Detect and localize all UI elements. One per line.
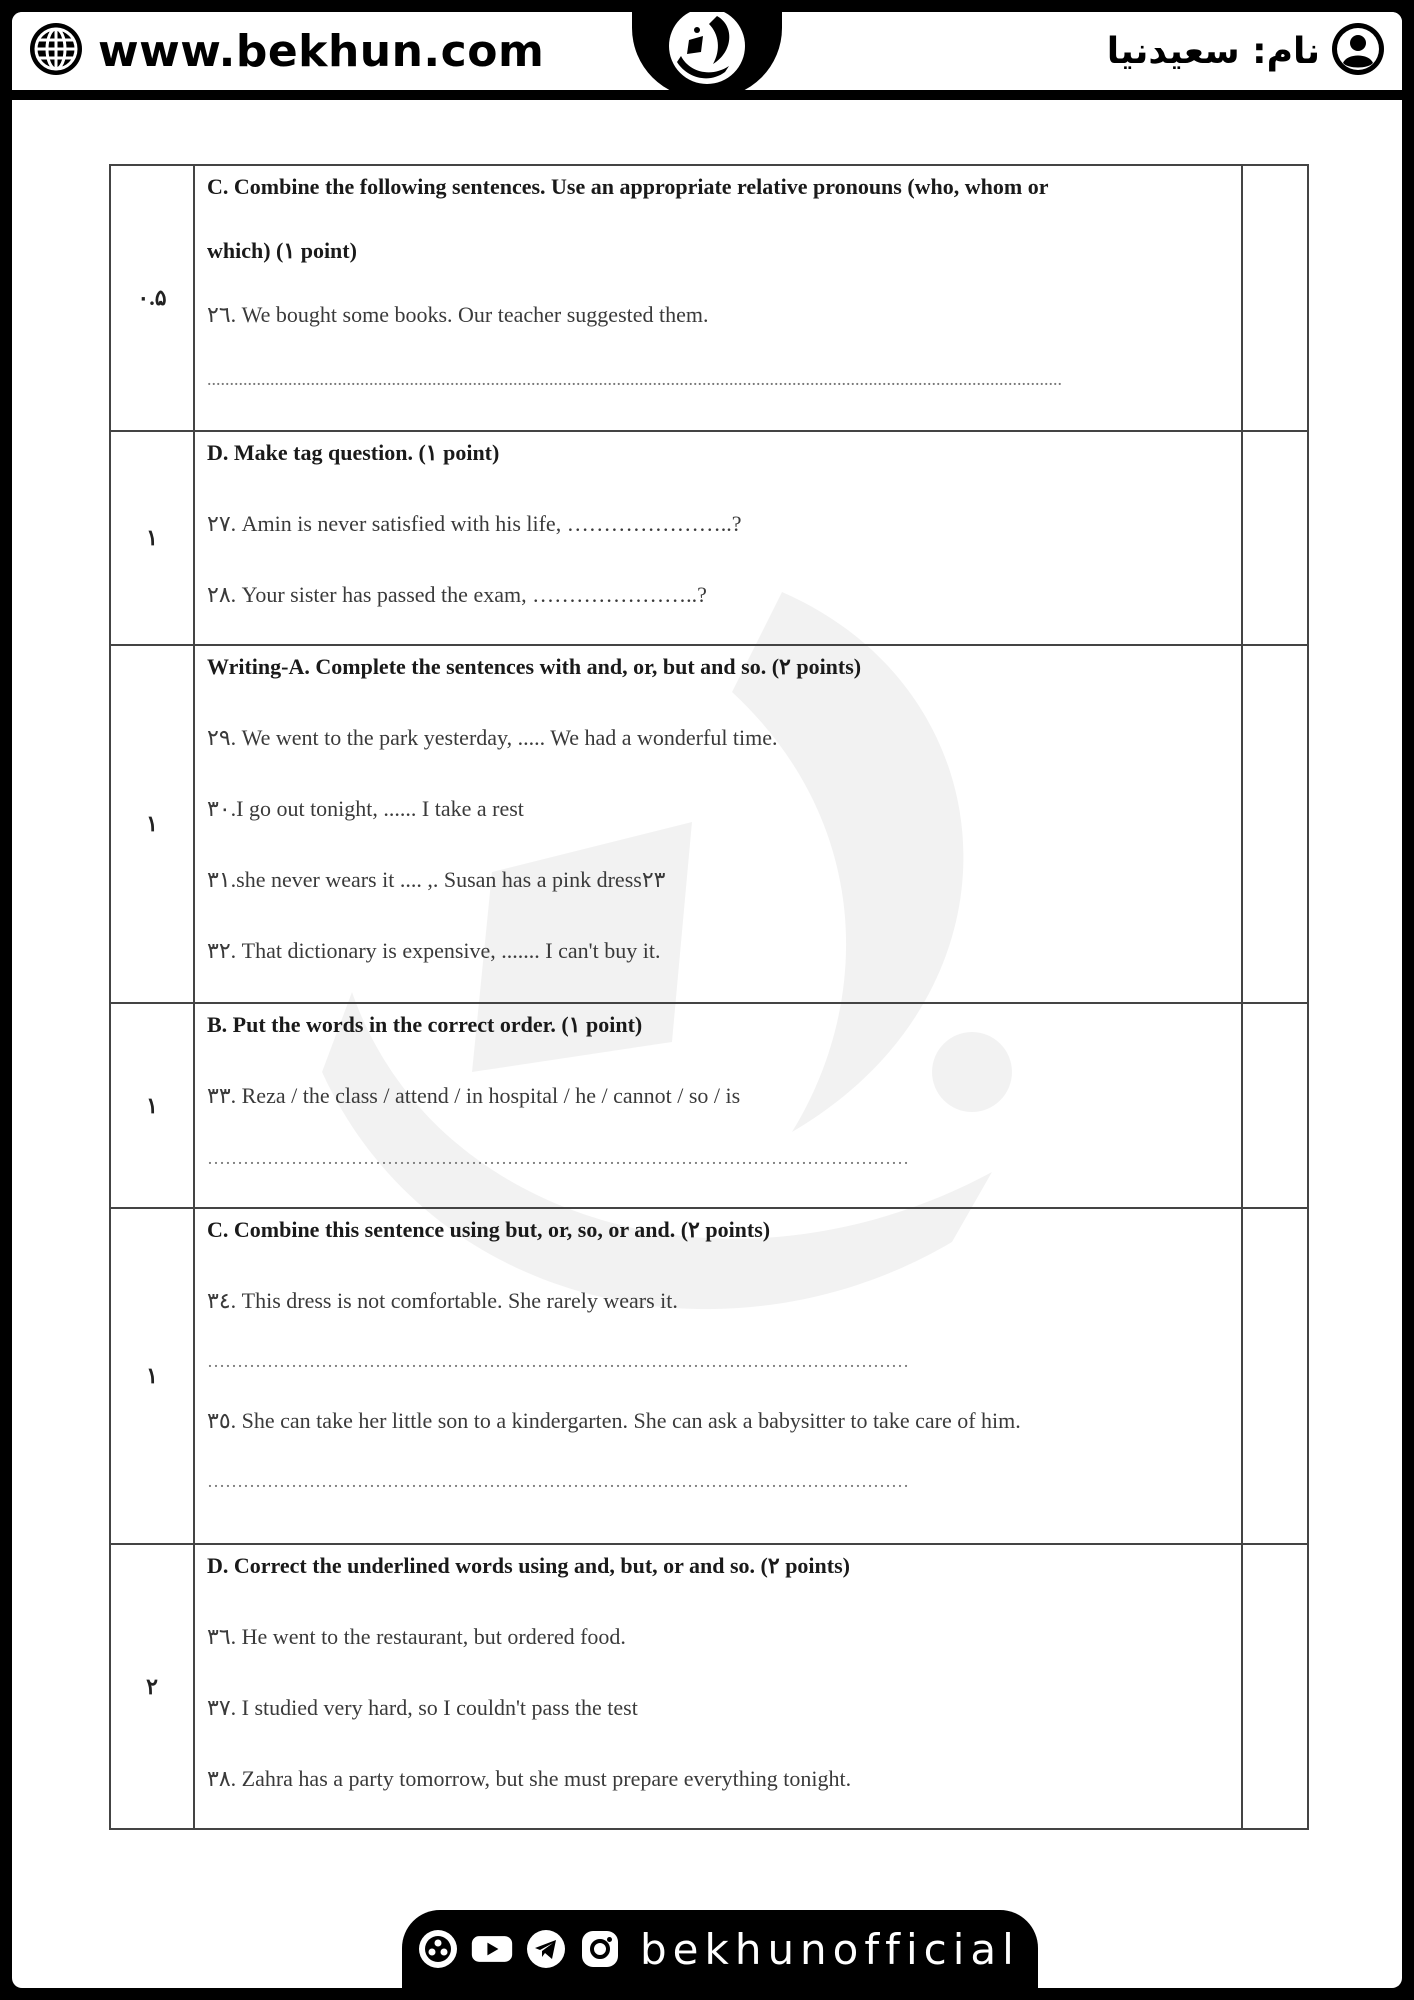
- answer-line[interactable]: ………………………………………………………………………………………………………: [207, 1471, 909, 1491]
- question-cell: [194, 165, 1242, 431]
- answer-line[interactable]: ………………………………………………………………………………………………………: [207, 1148, 909, 1168]
- section-heading: C. Combine this sentence using but, or, so, or and. (۲ points): [207, 1217, 771, 1242]
- blank-cell: [1242, 645, 1308, 1003]
- page-header: [12, 12, 1402, 100]
- question-item: ۲۸. Your sister has passed the exam, …………………..?: [207, 582, 707, 607]
- site-url[interactable]: www.bekhun.com: [98, 25, 545, 77]
- table-row: [110, 431, 1308, 645]
- blank-cell: [1242, 1544, 1308, 1829]
- section-heading-cont: which) (۱ point): [207, 238, 357, 263]
- question-item: ۳۷. I studied very hard, so I couldn't pass the test: [207, 1695, 638, 1720]
- score-cell: ۱: [110, 431, 194, 645]
- section-heading: D. Correct the underlined words using and, but, or and so. (۲ points): [207, 1553, 850, 1578]
- blank-cell: [1242, 165, 1308, 431]
- score-cell: ۰.۵: [110, 165, 194, 431]
- question-item: ۳٤. This dress is not comfortable. She rarely wears it.: [207, 1288, 678, 1313]
- youtube-icon[interactable]: [470, 1927, 514, 1971]
- bale-icon[interactable]: [416, 1927, 460, 1971]
- question-item: ۳٥. She can take her little son to a kindergarten. She can ask a babysitter to take care of him.: [207, 1408, 1021, 1433]
- exam-sheet: [109, 164, 1309, 1830]
- exam-table: [109, 164, 1309, 1830]
- question-item: ۳۸. Zahra has a party tomorrow, but she must prepare everything tonight.: [207, 1766, 852, 1791]
- answer-line[interactable]: ..............................................................................................................................................................................................: [207, 369, 1062, 389]
- student-name: [1107, 22, 1386, 80]
- score-cell: ۱: [110, 1208, 194, 1544]
- table-row: [110, 165, 1308, 431]
- user-icon: [1330, 21, 1386, 82]
- brand-logo: [632, 12, 782, 98]
- score-cell: ۱: [110, 1003, 194, 1208]
- globe-icon: [28, 21, 84, 82]
- telegram-icon[interactable]: [524, 1927, 568, 1971]
- question-item: ۳۲. That dictionary is expensive, ....... I can't buy it.: [207, 938, 661, 963]
- social-handle[interactable]: bekhunofficial: [640, 1924, 1020, 1974]
- blank-cell: [1242, 1208, 1308, 1544]
- section-heading: B. Put the words in the correct order. (۱ point): [207, 1012, 643, 1037]
- question-item: ۳۱.she never wears it .... ,. Susan has a pink dress۲۳: [207, 867, 666, 892]
- section-heading: C. Combine the following sentences. Use an appropriate relative pronouns (who, whom or: [207, 174, 1049, 199]
- question-item: ۳٦. He went to the restaurant, but ordered food.: [207, 1624, 626, 1649]
- answer-line[interactable]: ………………………………………………………………………………………………………: [207, 1351, 909, 1371]
- section-heading: Writing-A. Complete the sentences with and, or, but and so. (۲ points): [207, 654, 862, 679]
- table-row: [110, 1208, 1308, 1544]
- page-frame: [12, 12, 1402, 1988]
- table-row: [110, 1544, 1308, 1829]
- blank-cell: [1242, 1003, 1308, 1208]
- section-heading: D. Make tag question. (۱ point): [207, 440, 500, 465]
- question-cell: [194, 1003, 1242, 1208]
- question-item: ۳۰.I go out tonight, ...... I take a rest: [207, 796, 524, 821]
- question-item: ۳۳. Reza / the class / attend / in hospital / he / cannot / so / is: [207, 1083, 741, 1108]
- instagram-icon[interactable]: [578, 1927, 622, 1971]
- question-cell: [194, 1208, 1242, 1544]
- score-cell: ۲: [110, 1544, 194, 1829]
- blank-cell: [1242, 431, 1308, 645]
- social-footer: [402, 1910, 1038, 1988]
- table-row: [110, 645, 1308, 1003]
- score-cell: ۱: [110, 645, 194, 1003]
- question-cell: [194, 1544, 1242, 1829]
- table-row: [110, 1003, 1308, 1208]
- name-label: نام: سعیدنیا: [1106, 30, 1320, 72]
- question-item: ۲٦. We bought some books. Our teacher suggested them.: [207, 302, 709, 327]
- site-link[interactable]: [28, 22, 544, 80]
- question-cell: [194, 645, 1242, 1003]
- question-cell: [194, 431, 1242, 645]
- question-item: ۲۹. We went to the park yesterday, ..... We had a wonderful time.: [207, 725, 778, 750]
- question-item: ۲۷. Amin is never satisfied with his life, …………………..?: [207, 511, 742, 536]
